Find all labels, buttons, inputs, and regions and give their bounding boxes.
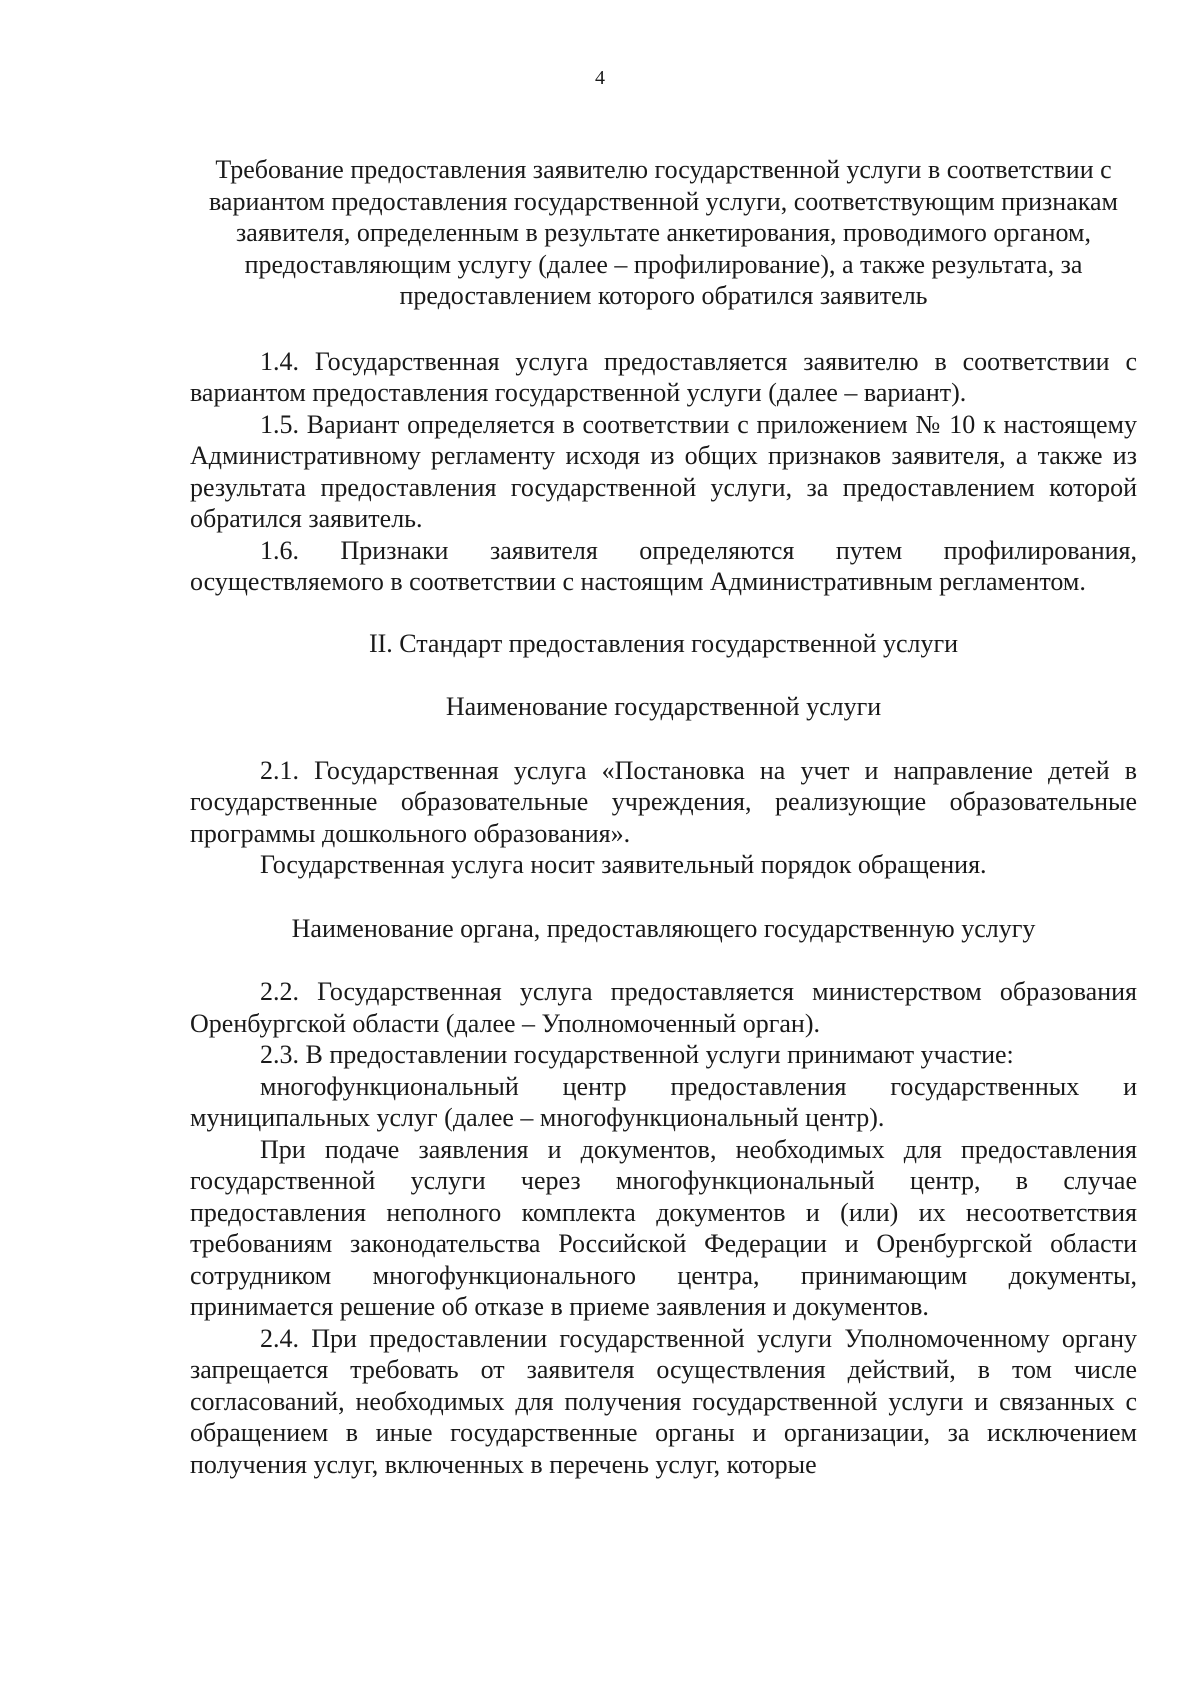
paragraph-2-4: 2.4. При предоставлении государственной услуги Уполномоченному органу запрещается требовать от заявителя осуществления действий, в том числе согласований, необходимых для получения государственной услуги и связанных с обращением в иные государственные органы и организации, за исключением получения услуг, включенных в перечень услуг, которые [190,1323,1137,1479]
paragraph-2-1: 2.1. Государственная услуга «Постановка на учет и направление детей в государственные образовательные учреждения, реализующие образовательные программы дошкольного образования». [190,755,1137,848]
paragraph-2-2: 2.2. Государственная услуга предоставляется министерством образования Оренбургской области (далее – Уполномоченный орган). [190,977,1137,1038]
paragraph-1-6: 1.6. Признаки заявителя определяются путем профилирования, осуществляемого в соответствии с настоящим Административным регламентом. [190,535,1137,596]
subheading-service-name: Наименование государственной услуги [445,692,882,721]
spacer [190,881,1137,913]
paragraph-2-3: 2.3. В предоставлении государственной услуги принимают участие: [260,1040,1014,1069]
subheading-authority-name: Наименование органа, предоставляющего государственную услугу [291,913,1036,943]
page-number: 4 [595,67,605,89]
paragraph-mfc-refusal: При подаче заявления и документов, необходимых для предоставления государственной услуги через многофункциональный центр, в случае предоставления неполного комплекта документов и (или) их несоответствия требованиям законодательства Российской Федерации и Оренбургской области сотрудником многофункционального центра, принимающим документы, принимается решение об отказе в приеме заявления и документов. [190,1134,1137,1321]
paragraph-1-5: 1.5. Вариант определяется в соответствии с приложением № 10 к настоящему Административному регламенту исходя из общих признаков заявителя, а также из результата предоставления государственной услуги, за предоставлением которой обратился заявитель. [190,409,1137,533]
paragraph-1-4: 1.4. Государственная услуга предоставляется заявителю в соответствии с вариантом предоставления государственной услуги (далее – вариант). [190,346,1137,407]
paragraph-mfc: многофункциональный центр предоставления государственных и муниципальных услуг (далее – многофункциональный центр). [190,1071,1137,1132]
heading-profiling: Требование предоставления заявителю государственной услуги в соответствии с вариантом предоставления государственной услуги, соответствующим признакам заявителя, определенным в результате анкетирования, проводимого органом, предоставляющим услугу (далее – профилирование), а также результата, за предоставлением которого обратился заявитель [209,155,1118,310]
section-heading-standard: II. Стандарт предоставления государственной услуги [368,628,959,658]
paragraph-application-order: Государственная услуга носит заявительный порядок обращения. [260,850,987,879]
page-content [190,154,1137,1480]
